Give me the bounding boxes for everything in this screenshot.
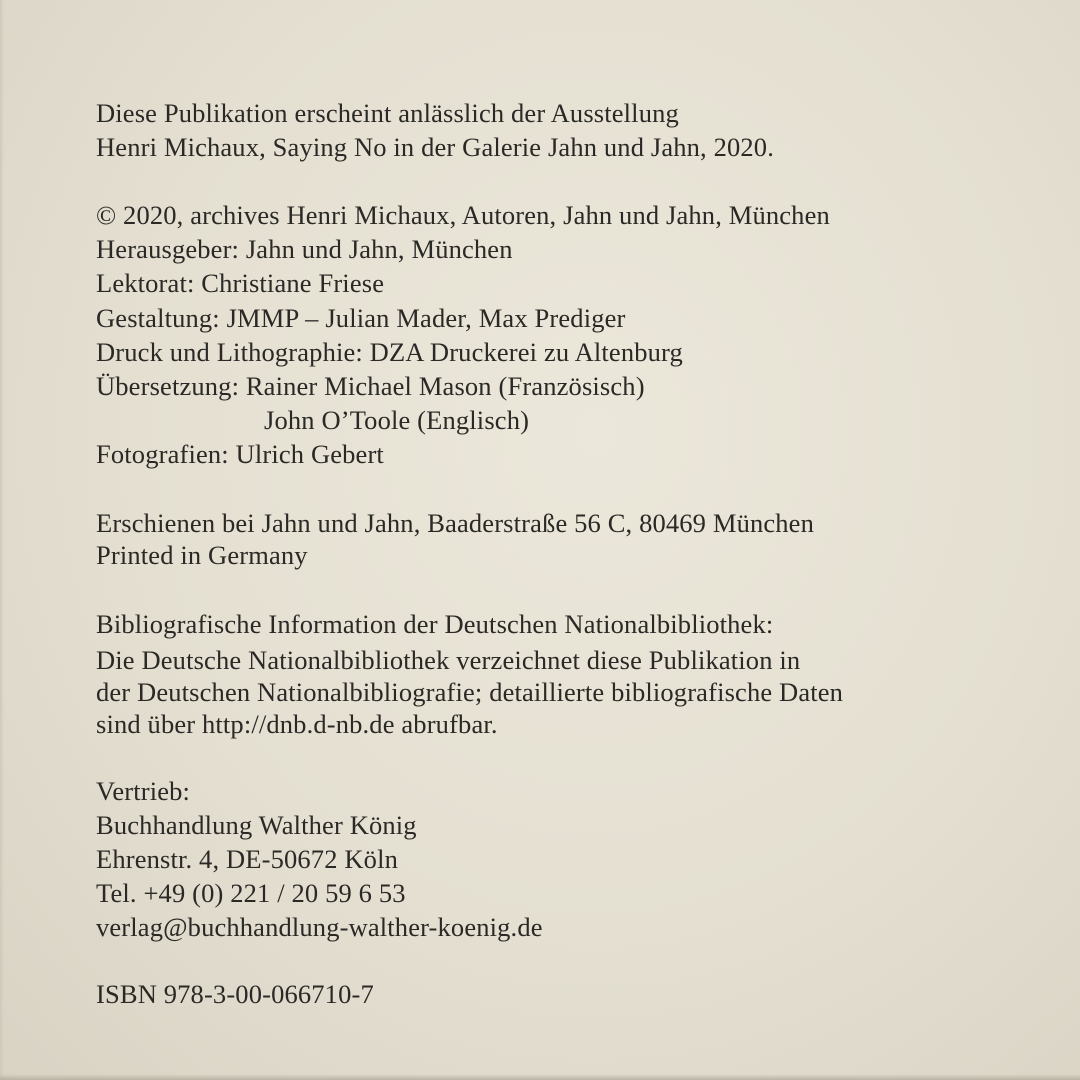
page-edge-shadow <box>0 0 4 1080</box>
publisher-line: Herausgeber: Jahn und Jahn, München <box>96 234 513 264</box>
distribution-label: Vertrieb: <box>96 776 191 806</box>
isbn-line: ISBN 978-3-00-066710-7 <box>96 979 374 1009</box>
bibliographic-line-2: Die Deutsche Nationalbibliothek verzeichnet diese Publikation in <box>96 645 801 675</box>
design-line: Gestaltung: JMMP – Julian Mader, Max Prediger <box>96 303 626 333</box>
translation-line-1: Übersetzung: Rainer Michael Mason (Französisch) <box>96 371 645 401</box>
intro-line-1: Diese Publikation erscheint anlässlich der Ausstellung <box>96 98 679 128</box>
distribution-address: Ehrenstr. 4, DE-50672 Köln <box>96 844 398 874</box>
printed-line: Printed in Germany <box>96 540 308 570</box>
photos-line: Fotografien: Ulrich Gebert <box>96 439 384 469</box>
distribution-name: Buchhandlung Walther König <box>96 810 417 840</box>
distribution-email: verlag@buchhandlung-walther-koenig.de <box>96 912 543 942</box>
translation-line-2: John O’Toole (Englisch) <box>264 405 530 435</box>
page-bottom-edge <box>0 1074 1080 1080</box>
copyright-line: © 2020, archives Henri Michaux, Autoren, Jahn und Jahn, München <box>96 200 830 230</box>
bibliographic-line-3: der Deutschen Nationalbibliografie; detaillierte bibliografische Daten <box>96 677 844 707</box>
distribution-phone: Tel. +49 (0) 221 / 20 59 6 53 <box>96 878 406 908</box>
bibliographic-line-4: sind über http://dnb.d-nb.de abrufbar. <box>96 709 498 739</box>
bibliographic-line-1: Bibliografische Information der Deutschen Nationalbibliothek: <box>96 609 774 639</box>
editing-line: Lektorat: Christiane Friese <box>96 268 385 298</box>
intro-line-2: Henri Michaux, Saying No in der Galerie Jahn und Jahn, 2020. <box>96 132 774 162</box>
printing-line: Druck und Lithographie: DZA Druckerei zu Altenburg <box>96 337 683 367</box>
published-line: Erschienen bei Jahn und Jahn, Baaderstraße 56 C, 80469 München <box>96 508 814 538</box>
